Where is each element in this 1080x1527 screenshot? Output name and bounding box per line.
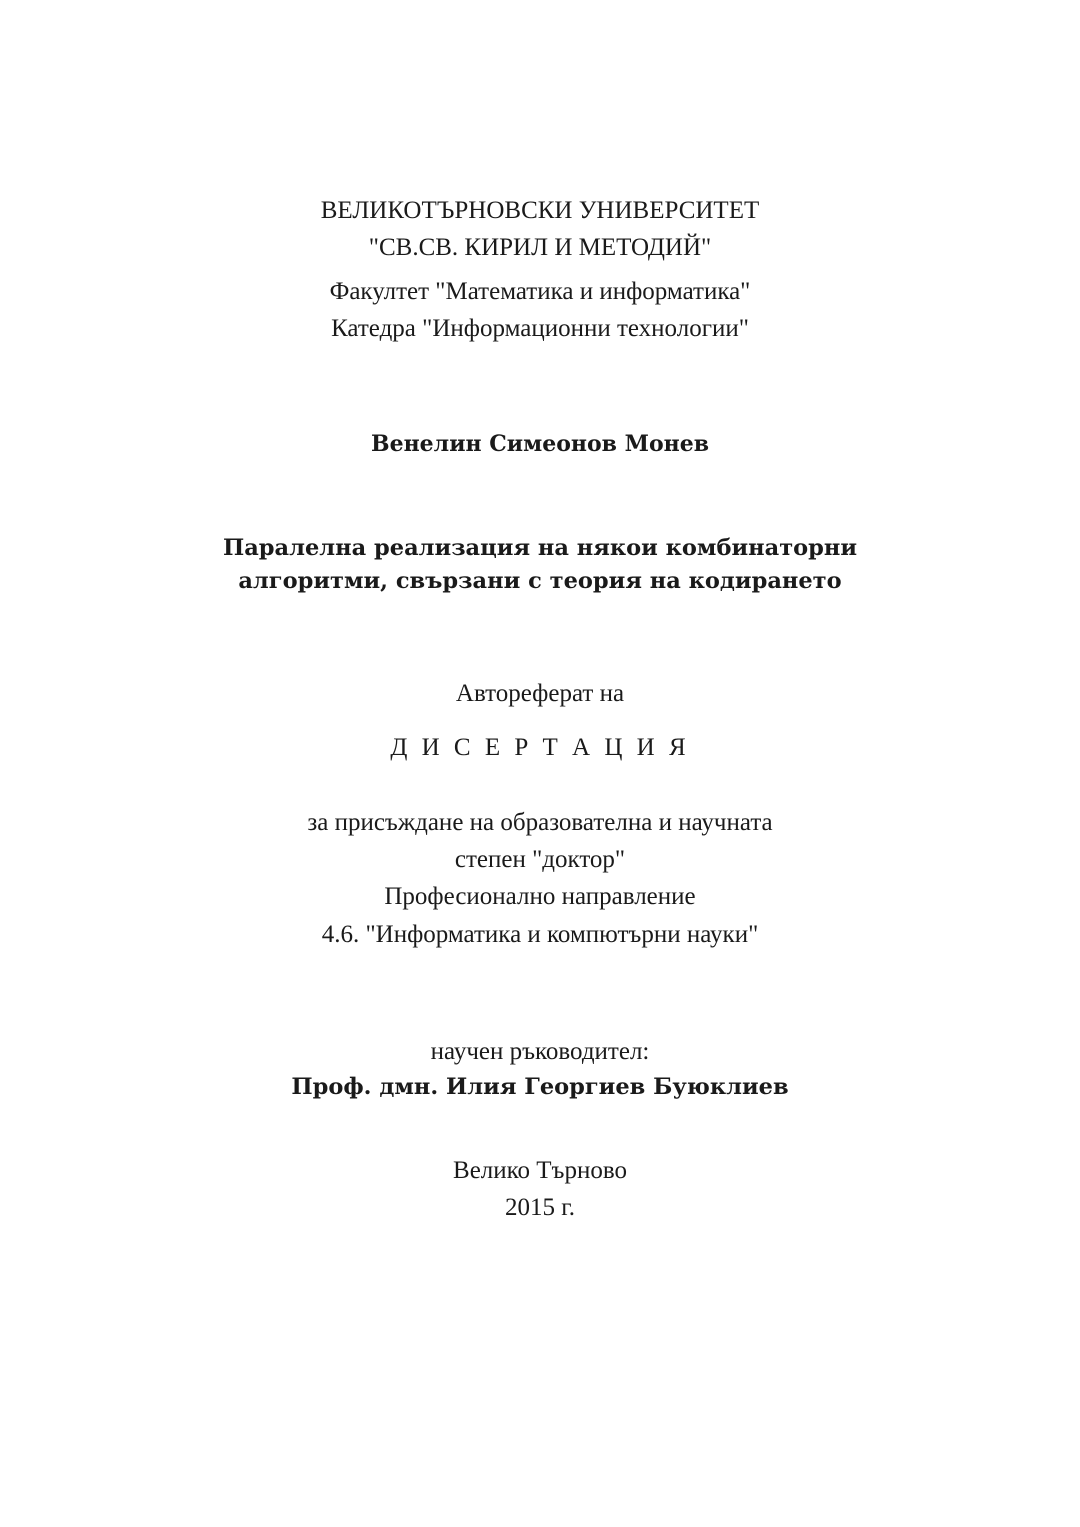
university-name-line1: ВЕЛИКОТЪРНОВСКИ УНИВЕРСИТЕТ	[320, 197, 760, 224]
place: Велико Търново	[453, 1157, 627, 1184]
thesis-title-line1: Паралелна реализация на някои комбинаторни	[222, 535, 858, 561]
year: 2015 г.	[505, 1194, 575, 1221]
author-name: Венелин Симеонов Монев	[370, 431, 710, 457]
degree-line2: степен "доктор"	[454, 846, 626, 873]
avtoreferat-label: Автореферат на	[455, 680, 625, 707]
professional-field-label: Професионално направление	[384, 883, 696, 910]
dissertation-label: Д И С Е Р Т А Ц И Я	[390, 734, 690, 761]
supervisor-name: Проф. дмн. Илия Георгиев Буюклиев	[291, 1074, 789, 1100]
department-name: Катедра "Информационни технологии"	[331, 315, 749, 342]
university-name-line2: "СВ.СВ. КИРИЛ И МЕТОДИЙ"	[368, 234, 712, 261]
thesis-title-line2: алгоритми, свързани с теория на кодирането	[238, 568, 842, 594]
faculty-name: Факултет "Математика и информатика"	[329, 278, 751, 305]
degree-line1: за присъждане на образователна и научната	[307, 809, 773, 836]
supervisor-label: научен ръководител:	[430, 1038, 650, 1065]
professional-field-name: 4.6. "Информатика и компютърни науки"	[321, 921, 759, 948]
